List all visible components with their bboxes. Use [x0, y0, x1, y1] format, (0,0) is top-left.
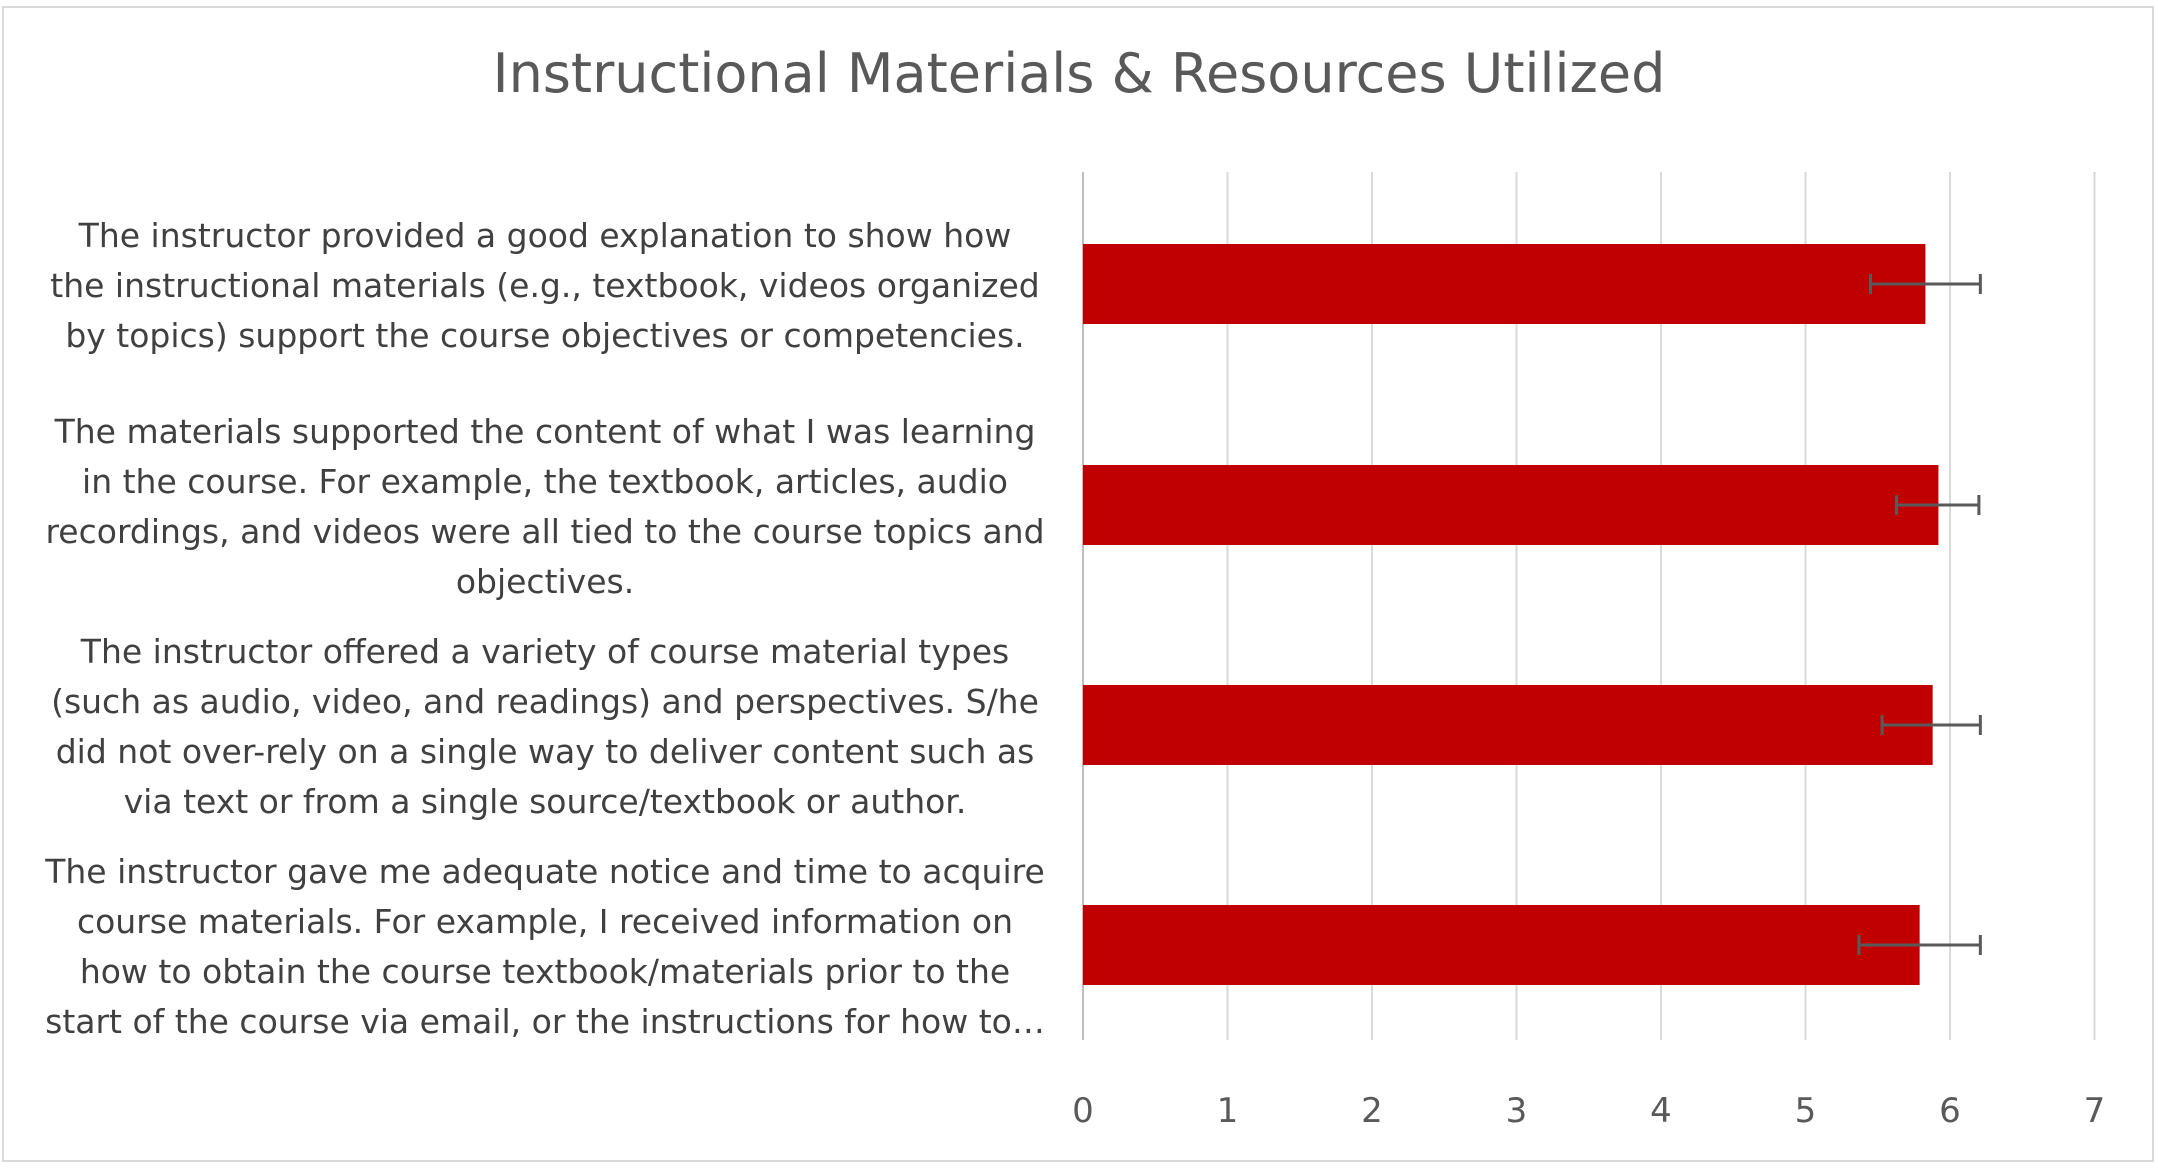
bar: [1083, 905, 1920, 985]
x-tick-label: 2: [1361, 1091, 1383, 1131]
x-tick-label: 7: [2083, 1091, 2106, 1131]
category-label-line: in the course. For example, the textbook, articles, audio: [82, 462, 1008, 501]
category-label-line: recordings, and videos were all tied to the course topics and: [45, 512, 1045, 551]
category-label-line: The instructor gave me adequate notice and time to acquire: [45, 852, 1045, 891]
category-label-line: The materials supported the content of what I was learning: [54, 412, 1036, 451]
category-label-line: course materials. For example, I received information on: [76, 902, 1014, 941]
category-label-line: how to obtain the course textbook/materials prior to the: [79, 952, 1011, 991]
category-label-line: via text or from a single source/textbook or author.: [123, 782, 967, 821]
chart-title: Instructional Materials & Resources Utilized: [492, 42, 1666, 105]
category-label-line: did not over-rely on a single way to deliver content such as: [55, 732, 1035, 771]
category-label-line: the instructional materials (e.g., textbook, videos organized: [50, 266, 1040, 305]
category-label-line: objectives.: [455, 562, 635, 601]
x-tick-label: 3: [1505, 1091, 1528, 1131]
category-label-line: The instructor offered a variety of course material types: [80, 632, 1010, 671]
category-label-line: The instructor provided a good explanation to show how: [78, 216, 1012, 255]
category-label-line: by topics) support the course objectives or competencies.: [65, 316, 1025, 355]
bar: [1083, 244, 1925, 324]
category-label-line: start of the course via email, or the instructions for how to…: [45, 1002, 1045, 1041]
x-tick-label: 1: [1216, 1091, 1239, 1131]
x-tick-label: 4: [1650, 1091, 1672, 1131]
x-tick-label: 0: [1072, 1091, 1094, 1131]
bar: [1083, 465, 1938, 545]
category-label-line: (such as audio, video, and readings) and perspectives. S/he: [51, 682, 1039, 721]
bar: [1083, 685, 1933, 765]
x-tick-label: 6: [1939, 1091, 1961, 1131]
x-tick-label: 5: [1794, 1091, 1817, 1131]
